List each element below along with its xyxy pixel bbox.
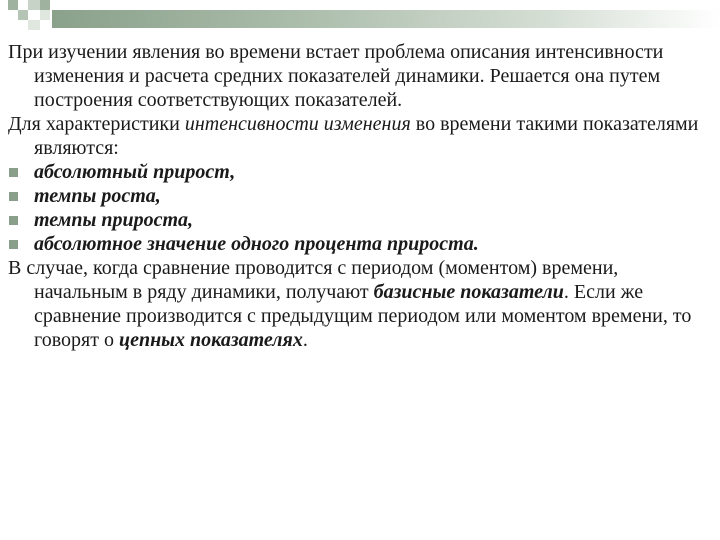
deco-square bbox=[40, 0, 50, 10]
list-item-label: темпы роста, bbox=[34, 185, 161, 207]
text-span: . Если же сравнение производится с предыдущим периодом или моментом времени, то говорят о bbox=[34, 281, 692, 351]
list-item bbox=[8, 232, 712, 256]
list-item-label: абсолютное значение одного процента прироста. bbox=[34, 233, 479, 255]
deco-square bbox=[18, 10, 28, 20]
text-span: . bbox=[302, 329, 308, 351]
list-item-label: темпы прироста, bbox=[34, 209, 194, 231]
header-decoration bbox=[0, 0, 720, 40]
square-bullet-icon bbox=[9, 192, 18, 201]
deco-square bbox=[28, 20, 40, 30]
paragraph-intro: При изучении явления во времени встает проблема описания интенсивности изменения и расчета средних показателей динамики. Решается она путем построения соответствующих показателей. bbox=[8, 41, 664, 111]
square-bullet-icon bbox=[9, 168, 18, 177]
text-span: В случае, когда сравнение проводится с периодом (моментом) времени, начальным в ряду динамики, получают bbox=[8, 257, 619, 303]
deco-square bbox=[8, 0, 18, 10]
paragraph-characteristics bbox=[8, 112, 712, 160]
deco-square bbox=[28, 0, 40, 10]
list-item-label: абсолютный прирост, bbox=[34, 161, 236, 183]
header-band bbox=[52, 10, 720, 28]
term-chain-indicators: цепных показателях bbox=[118, 329, 303, 351]
list-item bbox=[8, 160, 712, 184]
text-span: Для характеристики bbox=[8, 113, 185, 135]
paragraph-comparison bbox=[8, 256, 712, 352]
italic-term: интенсивности изменения bbox=[184, 113, 411, 135]
text-span: во времени такими показателями являются: bbox=[34, 113, 699, 159]
square-bullet-icon bbox=[9, 240, 18, 249]
slide-content bbox=[8, 40, 712, 352]
deco-square bbox=[40, 10, 50, 20]
square-bullet-icon bbox=[9, 216, 18, 225]
term-basic-indicators: базисные показатели bbox=[373, 281, 564, 303]
list-item bbox=[8, 208, 712, 232]
list-item bbox=[8, 184, 712, 208]
